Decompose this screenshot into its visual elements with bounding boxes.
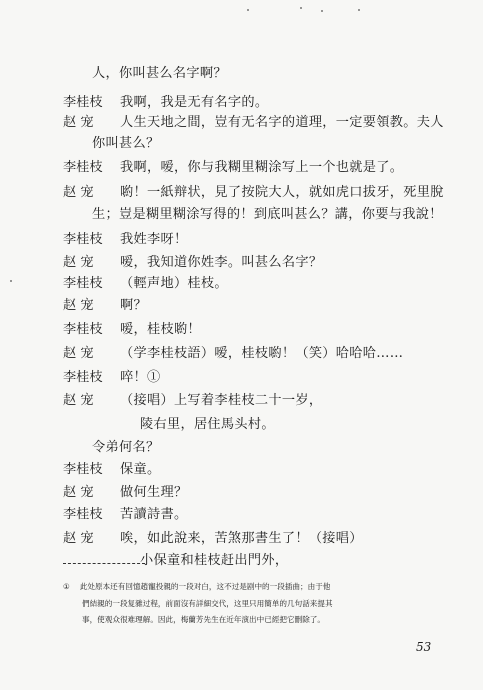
- speaker-name: 赵 宠: [63, 115, 94, 130]
- dialogue-line: [63, 298, 147, 314]
- dialogue-line: [92, 207, 443, 223]
- speaker-name: 赵 宠: [63, 346, 94, 361]
- dialogue-text: 人生天地之間，豈有无名字的道理，一定要領教。夫人: [120, 115, 444, 130]
- footnote-marker: ①: [63, 582, 70, 591]
- dialogue-line: [63, 255, 322, 271]
- dialogue-line: [63, 115, 444, 131]
- dialogue-line: [63, 393, 322, 409]
- dialogue-line: [63, 95, 268, 111]
- scan-speck: [358, 9, 360, 11]
- speaker-name: 赵 宠: [63, 255, 94, 270]
- speaker-name: 李桂枝: [63, 95, 103, 110]
- dialogue-line: [63, 232, 187, 248]
- footnote-line: [63, 581, 443, 593]
- dialogue-text: 令弟何名？: [92, 440, 160, 455]
- dialogue-line: [63, 276, 228, 292]
- dialogue-line: [92, 440, 159, 456]
- scan-speck: [300, 7, 302, 9]
- footnote-text: 們結親的一段复雜过程，前面沒有詳細交代，这里只用簡单的几句話来提其: [82, 599, 333, 608]
- dialogue-line: [140, 553, 288, 569]
- dialogue-line: [63, 531, 363, 547]
- dialogue-text: 我姓李呀！: [120, 232, 188, 247]
- dialogue-text: 苦讀詩書。: [120, 507, 188, 522]
- scan-speck: [321, 10, 323, 12]
- footnote-line: [82, 598, 462, 610]
- dialogue-line: [63, 370, 160, 386]
- speaker-name: 赵 宠: [63, 393, 94, 408]
- dialogue-line: [63, 507, 187, 523]
- speaker-name: 李桂枝: [63, 507, 103, 522]
- footnote-text: 事，使观众很难理解。因此，梅蘭芳先生在近年演出中已經把它刪除了。: [82, 615, 325, 624]
- dialogue-text: 喲！一紙辩状，見了按院大人，就如虎口拔牙，死里脫: [120, 185, 444, 200]
- dialogue-text: 小保童和桂枝赶出門外，: [140, 553, 289, 568]
- dialogue-text: 嗳，桂枝喲！: [120, 322, 201, 337]
- footnote-rule: [63, 563, 145, 568]
- dialogue-line: [63, 322, 201, 338]
- speaker-name: 赵 宠: [63, 298, 94, 313]
- speaker-name: 李桂枝: [63, 276, 103, 291]
- dialogue-line: [140, 417, 275, 433]
- speaker-name: 李桂枝: [63, 160, 103, 175]
- footnote-line: [82, 614, 462, 626]
- dialogue-line: [63, 485, 187, 501]
- scan-speck: [10, 280, 12, 282]
- page-number: 53: [416, 640, 432, 654]
- dialogue-line: [92, 136, 159, 152]
- dialogue-text: 啊？: [120, 298, 147, 313]
- dialogue-line: [63, 346, 403, 362]
- speaker-name: 赵 宠: [63, 485, 94, 500]
- speaker-name: 李桂枝: [63, 322, 103, 337]
- dialogue-text: 生；豈是糊里糊涂写得的！到底叫甚么？講，你要与我說！: [92, 207, 443, 222]
- dialogue-text: 唉，如此說来，苦煞那書生了！（接唱）: [120, 531, 363, 546]
- dialogue-text: （輕声地）桂枝。: [120, 276, 228, 291]
- scan-speck: [247, 9, 249, 11]
- dialogue-line: [63, 462, 160, 478]
- speaker-name: 李桂枝: [63, 232, 103, 247]
- dialogue-line: [92, 66, 227, 82]
- speaker-name: 李桂枝: [63, 370, 103, 385]
- dialogue-text: 你叫甚么？: [92, 136, 160, 151]
- footnote-text: 此处原本还有回憶趙寵投親的一段对白，这不过是剧中的一段插曲；由于他: [79, 582, 331, 591]
- dialogue-text: 保童。: [120, 462, 161, 477]
- speaker-name: 李桂枝: [63, 462, 103, 477]
- dialogue-text: 啐！①: [120, 370, 161, 385]
- dialogue-text: 我啊，嗳，你与我糊里糊涂写上一个也就是了。: [120, 160, 404, 175]
- dialogue-text: 我啊，我是无有名字的。: [120, 95, 269, 110]
- dialogue-line: [63, 185, 444, 201]
- dialogue-text: （学李桂枝語）嗳，桂枝喲！（笑）哈哈哈……: [120, 346, 404, 361]
- dialogue-text: 陵右里，居住馬头村。: [140, 417, 275, 432]
- dialogue-text: 嗳，我知道你姓李。叫甚么名字？: [120, 255, 323, 270]
- speaker-name: 赵 宠: [63, 531, 94, 546]
- speaker-name: 赵 宠: [63, 185, 94, 200]
- dialogue-text: 人，你叫甚么名字啊？: [92, 66, 227, 81]
- dialogue-text: （接唱）上写着李桂枝二十一岁，: [120, 393, 323, 408]
- dialogue-line: [63, 160, 403, 176]
- dialogue-text: 做何生理？: [120, 485, 188, 500]
